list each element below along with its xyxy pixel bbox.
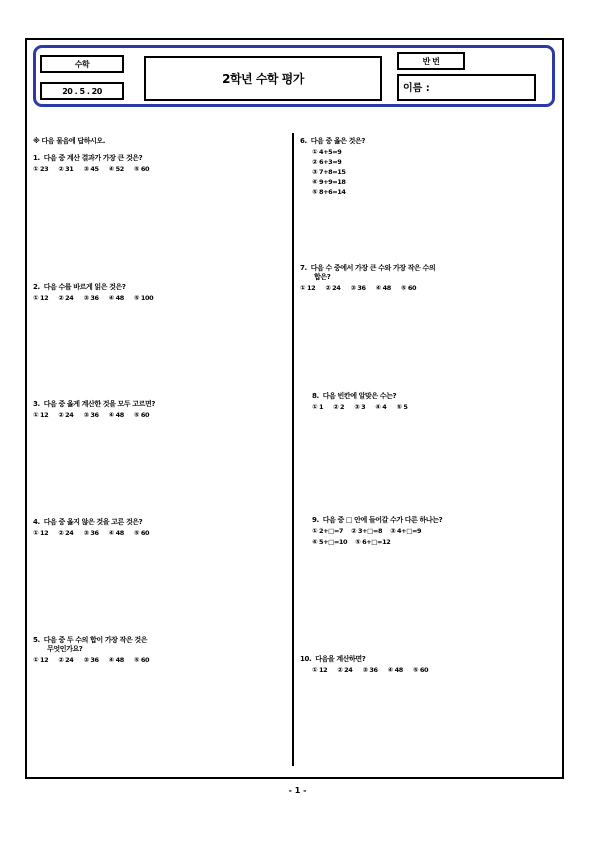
choice[interactable]: ① 1 — [312, 403, 324, 411]
choice[interactable]: ③ 36 — [83, 411, 99, 419]
choice[interactable]: ③ 3 — [354, 403, 366, 411]
choice[interactable]: ⑤ 100 — [133, 294, 154, 302]
question-3: 3. 다음 중 옳게 계산한 것을 모두 고르면? ① 12 ② 24 ③ 36 ④ 48 ⑤ 60 — [33, 400, 268, 420]
choice[interactable]: ③ 36 — [362, 666, 378, 674]
choice[interactable]: ③ 7+8=15 — [312, 168, 346, 176]
choice[interactable]: ② 24 — [325, 284, 341, 292]
choice[interactable]: ① 12 — [33, 529, 49, 537]
question-5: 5. 다음 중 두 수의 합이 가장 작은 것은 무엇인가요? ① 12 ② 24 ③ 36 ④ 48 ⑤ 60 — [33, 636, 268, 665]
choice[interactable]: ④ 48 — [108, 411, 124, 419]
choice[interactable]: ① 23 — [33, 165, 49, 173]
choice[interactable]: ③ 36 — [83, 656, 99, 664]
question-9: 9. 다음 중 □ 안에 들어갈 수가 다른 하나는? ① 2+□=7 ② 3+□=8 ③ 4+□=9 ④ 5+□=10 ⑤ 6+□=12 — [312, 516, 552, 547]
class-box: 반 번 — [397, 52, 465, 70]
choice[interactable]: ② 24 — [58, 411, 74, 419]
choice[interactable]: ① 12 — [33, 656, 49, 664]
choice[interactable]: ⑤ 8+6=14 — [312, 188, 346, 196]
choice[interactable]: ④ 48 — [375, 284, 391, 292]
choice[interactable]: ① 4+5=9 — [312, 148, 342, 156]
choice[interactable]: ⑤ 60 — [412, 666, 429, 674]
page-number: - 1 - — [288, 786, 307, 795]
choice[interactable]: ② 6+3=9 — [312, 158, 342, 166]
page-title: 2학년 수학 평가 — [144, 56, 382, 101]
choice[interactable]: ② 31 — [58, 165, 74, 173]
choice[interactable]: ④ 48 — [108, 294, 124, 302]
question-8: 8. 다음 빈칸에 알맞은 수는? ① 1 ② 2 ③ 3 ④ 4 ⑤ 5 — [312, 392, 547, 412]
question-10: 10. 다음을 계산하면? ① 12 ② 24 ③ 36 ④ 48 ⑤ 60 — [300, 655, 535, 675]
question-4-choices — [33, 529, 268, 538]
choice[interactable]: ⑤ 5 — [396, 403, 408, 411]
choice[interactable]: ④ 52 — [108, 165, 124, 173]
question-1: 1. 다음 중 계산 결과가 가장 큰 것은? ① 23 ② 31 ③ 45 ④ 52 ⑤ 60 — [33, 154, 268, 174]
choice[interactable]: ④ 9+9=18 — [312, 178, 346, 186]
question-7-choices — [300, 284, 550, 293]
choice[interactable]: ② 24 — [337, 666, 353, 674]
date-box: 20 . 5 . 20 — [40, 82, 124, 100]
choice[interactable]: ③ 36 — [83, 529, 99, 537]
column-divider — [292, 133, 294, 766]
choice[interactable]: ⑤ 60 — [400, 284, 417, 292]
choice[interactable]: ② 24 — [58, 294, 74, 302]
instructions: ※ 다음 물음에 답하시오. — [33, 137, 106, 145]
question-6-choices — [312, 148, 535, 197]
choice[interactable]: ① 12 — [300, 284, 316, 292]
choice[interactable]: ① 2+□=7 — [312, 527, 344, 535]
choice[interactable]: ③ 36 — [350, 284, 366, 292]
choice[interactable]: ① 12 — [33, 294, 49, 302]
choice[interactable]: ② 24 — [58, 656, 74, 664]
question-2: 2. 다음 수를 바르게 읽은 것은? ① 12 ② 24 ③ 36 ④ 48 ⑤ 100 — [33, 283, 268, 303]
question-4: 4. 다음 중 옳지 않은 것을 고른 것은? ① 12 ② 24 ③ 36 ④ 48 ⑤ 60 — [33, 518, 268, 538]
choice[interactable]: ③ 45 — [83, 165, 99, 173]
choice[interactable]: ② 3+□=8 — [351, 527, 383, 535]
choice[interactable]: ② 2 — [333, 403, 345, 411]
question-2-choices — [33, 294, 268, 303]
choice[interactable]: ④ 5+□=10 — [312, 538, 348, 546]
question-5-choices — [33, 656, 268, 665]
question-9-choices — [312, 527, 462, 547]
choice[interactable]: ④ 48 — [387, 666, 403, 674]
choice[interactable]: ② 24 — [58, 529, 74, 537]
question-10-choices — [312, 666, 535, 675]
choice[interactable]: ④ 4 — [375, 403, 387, 411]
question-3-choices — [33, 411, 268, 420]
question-1-choices — [33, 165, 268, 174]
choice[interactable]: ④ 48 — [108, 529, 124, 537]
choice[interactable]: ① 12 — [312, 666, 328, 674]
choice[interactable]: ⑤ 60 — [133, 656, 150, 664]
choice[interactable]: ③ 4+□=9 — [390, 527, 422, 535]
choice[interactable]: ① 12 — [33, 411, 49, 419]
choice[interactable]: ⑤ 60 — [133, 529, 150, 537]
grade-box: 수학 — [40, 55, 124, 73]
question-8-choices — [312, 403, 547, 412]
choice[interactable]: ⑤ 6+□=12 — [355, 538, 391, 546]
question-6: 6. 다음 중 옳은 것은? ① 4+5=9 ② 6+3=9 ③ 7+8=15 ④ 9+9=18 ⑤ 8+6=14 — [300, 137, 535, 197]
choice[interactable]: ⑤ 60 — [133, 411, 150, 419]
name-field[interactable]: 이름 : — [397, 74, 536, 101]
choice[interactable]: ③ 36 — [83, 294, 99, 302]
choice[interactable]: ⑤ 60 — [133, 165, 150, 173]
question-7: 7. 다음 수 중에서 가장 큰 수와 가장 작은 수의 합은? ① 12 ② 24 ③ 36 ④ 48 ⑤ 60 — [300, 264, 550, 293]
choice[interactable]: ④ 48 — [108, 656, 124, 664]
